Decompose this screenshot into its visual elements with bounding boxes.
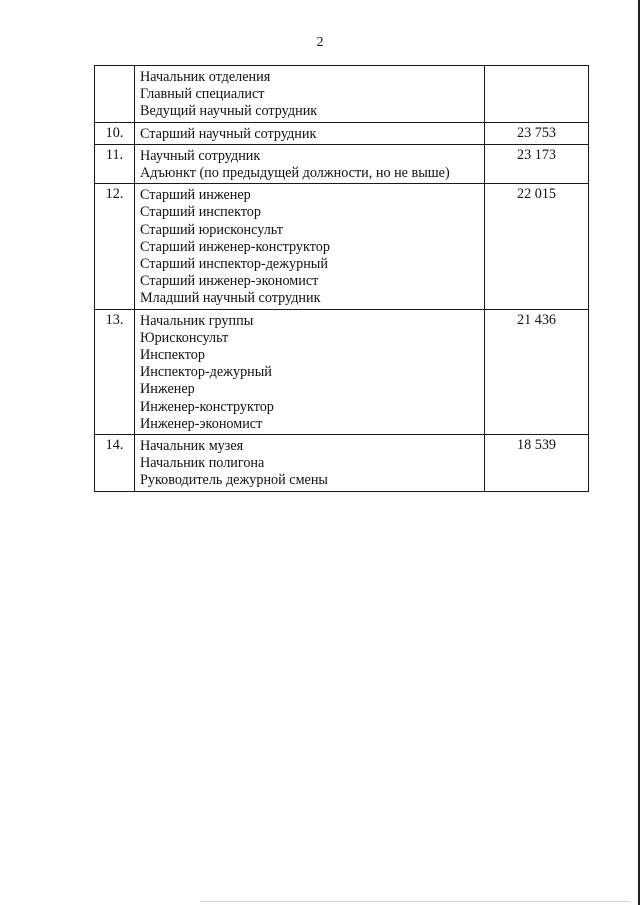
- table-row: [95, 309, 589, 434]
- position-title: Начальник музея: [140, 438, 244, 455]
- position-title: Ведущий научный сотрудник: [140, 103, 318, 120]
- salary-cell: 18 539: [485, 435, 589, 492]
- table-row: [95, 144, 589, 183]
- positions-cell: [135, 122, 485, 144]
- salary-table: [94, 65, 589, 492]
- position-title: Инженер: [140, 381, 195, 398]
- position-title: Главный специалист: [140, 86, 265, 103]
- position-title: Старший инженер-экономист: [140, 273, 319, 290]
- page-number: 2: [316, 35, 324, 50]
- salary-cell: 23 173: [485, 144, 589, 183]
- table-row: [95, 184, 589, 309]
- salary-cell: 23 753: [485, 122, 589, 144]
- position-title: Старший инспектор-дежурный: [140, 256, 328, 273]
- positions-cell: [135, 184, 485, 309]
- table-row: [95, 435, 589, 492]
- position-title: Старший инженер-конструктор: [140, 238, 330, 255]
- position-title: Инженер-экономист: [140, 415, 263, 432]
- salary-cell: 21 436: [485, 309, 589, 434]
- table-body: [95, 66, 589, 492]
- position-title: Юрисконсульт: [140, 329, 229, 346]
- positions-cell: [135, 66, 485, 123]
- position-title: Начальник полигона: [140, 455, 265, 472]
- position-title: Инспектор-дежурный: [140, 364, 272, 381]
- position-title: Адъюнкт (по предыдущей должности, но не выше): [140, 165, 450, 182]
- position-title: Начальник группы: [140, 312, 254, 329]
- salary-cell: [485, 66, 589, 123]
- position-title: Инженер-конструктор: [140, 398, 274, 415]
- row-number-cell: 14.: [95, 435, 135, 492]
- positions-cell: [135, 435, 485, 492]
- table-row: [95, 66, 589, 123]
- position-title: Старший юрисконсульт: [140, 221, 283, 238]
- row-number-cell: 13.: [95, 309, 135, 434]
- positions-cell: [135, 144, 485, 183]
- position-title: Старший инженер: [140, 187, 251, 204]
- position-title: Инспектор: [140, 347, 205, 364]
- positions-cell: [135, 309, 485, 434]
- salary-cell: 22 015: [485, 184, 589, 309]
- position-title: Научный сотрудник: [140, 147, 261, 164]
- scan-edge-bottom: [200, 901, 630, 902]
- row-number-cell: 10.: [95, 122, 135, 144]
- position-title: Начальник отделения: [140, 69, 271, 85]
- table-row: [95, 122, 589, 144]
- row-number-cell: 12.: [95, 184, 135, 309]
- position-title: Младший научный сотрудник: [140, 290, 321, 307]
- position-title: Руководитель дежурной смены: [140, 472, 328, 489]
- position-title: Старший научный сотрудник: [140, 125, 317, 142]
- row-number-cell: [95, 66, 135, 123]
- position-title: Старший инспектор: [140, 204, 261, 221]
- row-number-cell: 11.: [95, 144, 135, 183]
